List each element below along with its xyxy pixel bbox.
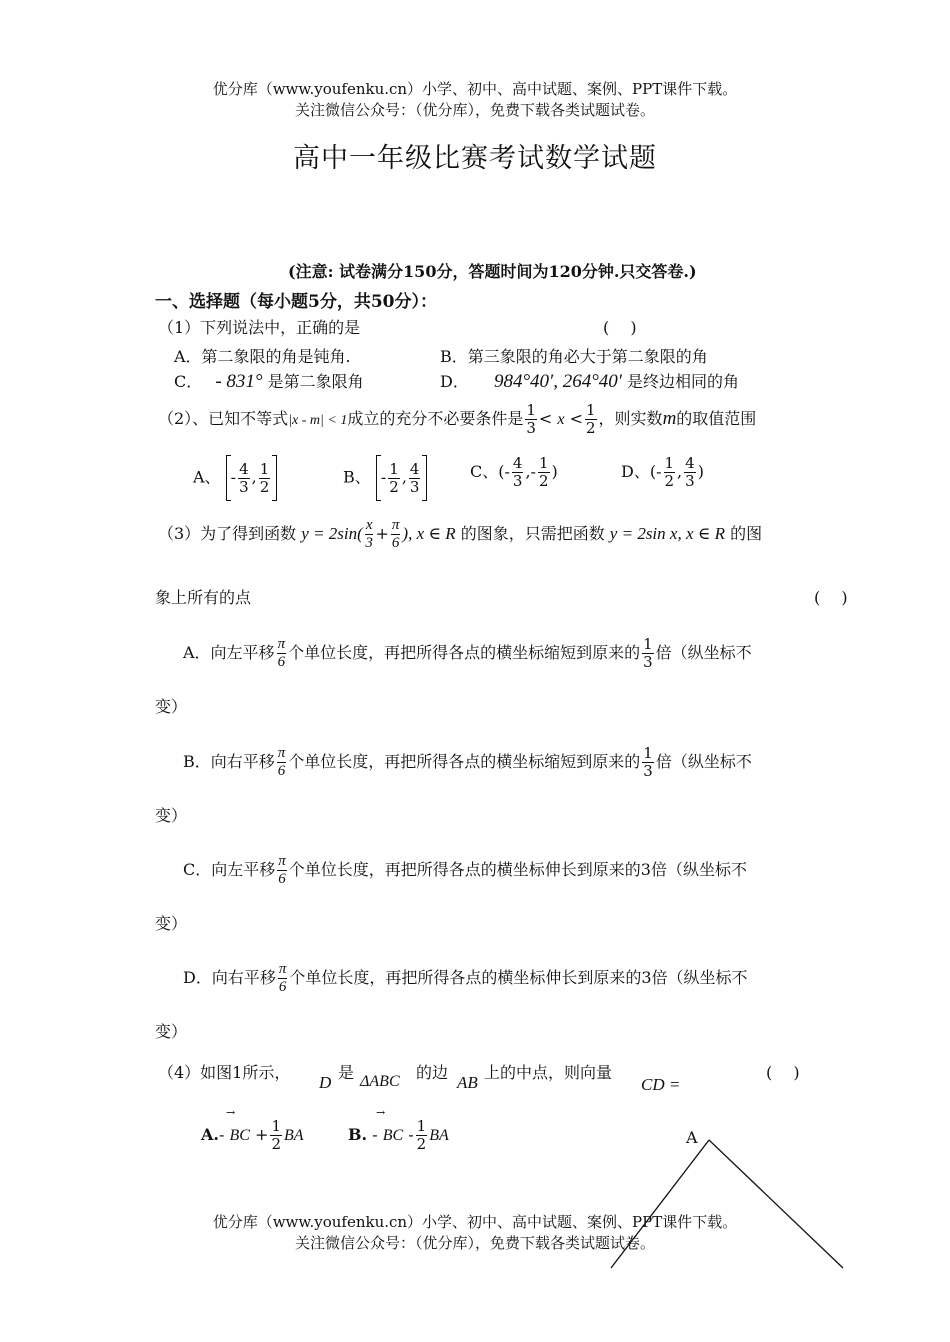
q4-b-bc: BC — [382, 1127, 404, 1144]
q4-stem: （4）如图1所示， — [158, 1063, 291, 1082]
q1-c-label: C． — [174, 372, 203, 391]
q3-option-d-wrap: 变） — [155, 1022, 188, 1041]
q2-a-neg: - — [230, 467, 237, 487]
q2-d-frac-2: $\frac{4}{3}$ — [685, 454, 695, 490]
q2-d-label: D、 — [621, 462, 650, 481]
footer-line-1: 优分库（www.youfenku.cn）小学、初中、高中试题、案例、PPT课件下载。 — [212, 1213, 738, 1231]
q4-a-neg: - — [218, 1125, 225, 1144]
q2-d-frac-1: $\frac{1}{2}$ — [664, 454, 675, 490]
q4-a-plus: + — [255, 1125, 269, 1144]
q1-option-b: B．第三象限的角必大于第二象限的角 — [440, 347, 708, 366]
q2-b-frac-2: $\frac{4}{3}$ — [409, 459, 420, 496]
q4-edge: 的边 — [416, 1063, 449, 1082]
q2-c-rp: ) — [551, 462, 558, 481]
q2-var-m: m — [662, 408, 677, 429]
q3-func-1-plus: + — [375, 524, 389, 543]
q4-a-bc: BC — [229, 1127, 250, 1144]
q4-triangle: ΔABC — [360, 1073, 400, 1090]
q1-option-a: A．第二象限的角是钝角. — [174, 347, 351, 366]
q3-func-1-pre: y = 2sin( — [301, 524, 363, 543]
q2-lt-1: < — [538, 409, 553, 428]
q1-d-label: D． — [440, 372, 469, 391]
q2-var-x: x — [557, 411, 565, 428]
q3-option-b-wrap: 变） — [155, 806, 188, 825]
q3-answer-paren: ( ) — [814, 588, 848, 607]
q4-point-d: D — [319, 1073, 332, 1092]
q2-b-comma: , — [401, 467, 407, 487]
q3-option-c: C．向左平移 $\frac{\pi}{6}$ 个单位长度，再把所得各点的横坐标伸长到原来的3倍（纵坐标不 — [183, 853, 747, 887]
q3-mid: 的图象，只需把函数 — [460, 524, 605, 543]
footer-line-2: 关注微信公众号：（优分库），免费下载各类试题试卷。 — [294, 1234, 655, 1252]
q4-b-ba: BA — [429, 1127, 449, 1144]
q2-b-neg: - — [380, 467, 387, 487]
q2-d-comma: , — [677, 462, 683, 481]
q3-func-1-frac-x: $\frac{x}{3}$ — [365, 517, 373, 551]
q2-c-frac-2: $\frac{1}{2}$ — [538, 454, 549, 490]
q4-a-frac: $\frac{1}{2}$ — [271, 1117, 281, 1153]
q2-prefix: （2）、已知不等式 — [158, 409, 289, 428]
q2-d-rp: ) — [697, 462, 704, 481]
q4-a-ba: BA — [283, 1127, 304, 1144]
q3-end: 的图 — [730, 524, 763, 543]
q3-line-2: 象上所有的点 — [155, 588, 252, 607]
q2-d-lp: (- — [649, 462, 662, 481]
page-title: 高中一年级比赛考试数学试题 — [293, 143, 657, 174]
q4-a-arrow: → — [226, 1106, 236, 1119]
q4-b-label: B. — [348, 1125, 368, 1144]
q3-stem-text: （3）为了得到函数 — [158, 524, 297, 543]
section-heading: 一、选择题（每小题5分，共50分）： — [155, 292, 437, 312]
q2-a-frac-1: $\frac{4}{3}$ — [239, 459, 249, 496]
q4-b-frac: $\frac{1}{2}$ — [416, 1117, 427, 1153]
q3-option-c-wrap: 变） — [155, 914, 188, 933]
q2-frac-lower: $\frac{1}{3}$ — [526, 401, 536, 437]
q1-answer-paren: ( ) — [603, 318, 637, 337]
q4-is: 是 — [338, 1063, 355, 1082]
q2-a-label: A、 — [193, 467, 221, 487]
q2-c-comma: ,- — [525, 462, 536, 481]
q3-func-1-post: ), x ∈ R — [402, 524, 456, 543]
q2-a-comma: , — [251, 467, 257, 487]
q3-option-d: D．向右平移 $\frac{\pi}{6}$ 个单位长度，再把所得各点的横坐标伸长到原来的3倍（纵坐标不 — [183, 961, 748, 995]
q2-end-1: ，则实数 — [598, 409, 663, 428]
q2-inequality: |x - m| < 1 — [288, 413, 348, 428]
q3-func-1-frac-pi: $\frac{\pi}{6}$ — [391, 517, 400, 551]
q2-b-frac-1: $\frac{1}{2}$ — [389, 459, 399, 496]
q3-func-2: y = 2sin x, x ∈ R — [609, 524, 725, 543]
q1-d-text: 是终边相同的角 — [627, 372, 740, 391]
q4-b-minus: - — [408, 1125, 414, 1144]
q2-mid: 成立的充分不必要条件是 — [347, 409, 524, 428]
q2-b-label: B、 — [343, 467, 371, 487]
q2-frac-upper: $\frac{1}{2}$ — [586, 401, 596, 437]
q3-option-a-wrap: 变） — [155, 697, 188, 716]
q4-mid: 上的中点，则向量 — [484, 1063, 613, 1082]
q2-a-frac-2: $\frac{1}{2}$ — [259, 459, 270, 496]
exam-notice: (注意: 试卷满分150分，答题时间为120分钟.只交答卷.) — [288, 262, 697, 281]
header-line-1: 优分库（www.youfenku.cn）小学、初中、高中试题、案例、PPT课件下载。 — [212, 80, 738, 98]
q4-b-neg: - — [372, 1125, 378, 1144]
q2-c-frac-1: $\frac{4}{3}$ — [512, 454, 523, 490]
q2-c-lp: (- — [498, 462, 510, 481]
q2-end-2: 的取值范围 — [676, 409, 757, 428]
q4-b-arrow: → — [376, 1106, 386, 1119]
q4-vector-cd: CD = — [641, 1075, 681, 1094]
q3-option-a: A．向左平移 $\frac{\pi}{6}$ 个单位长度，再把所得各点的横坐标缩短到原来的 $\frac{1}{3}$ 倍（纵坐标不 — [183, 635, 752, 671]
q1-stem: （1）下列说法中，正确的是 — [158, 318, 361, 337]
q2-lt-2: < — [569, 409, 583, 428]
q4-segment-ab: AB — [457, 1073, 478, 1092]
figure-vertex-a: A — [686, 1128, 698, 1147]
q3-option-b: B．向右平移 $\frac{\pi}{6}$ 个单位长度，再把所得各点的横坐标缩短到原来的 $\frac{1}{3}$ 倍（纵坐标不 — [183, 744, 752, 780]
q1-c-math: - 831° — [215, 371, 263, 392]
q4-answer-paren: ( ) — [766, 1063, 800, 1082]
q4-a-label: A. — [201, 1125, 219, 1144]
q1-c-text: 是第二象限角 — [267, 372, 364, 391]
q1-d-math: 984°40′, 264°40′ — [493, 371, 622, 392]
q2-c-label: C、 — [470, 462, 499, 481]
header-line-2: 关注微信公众号：（优分库），免费下载各类试题试卷。 — [294, 101, 655, 119]
